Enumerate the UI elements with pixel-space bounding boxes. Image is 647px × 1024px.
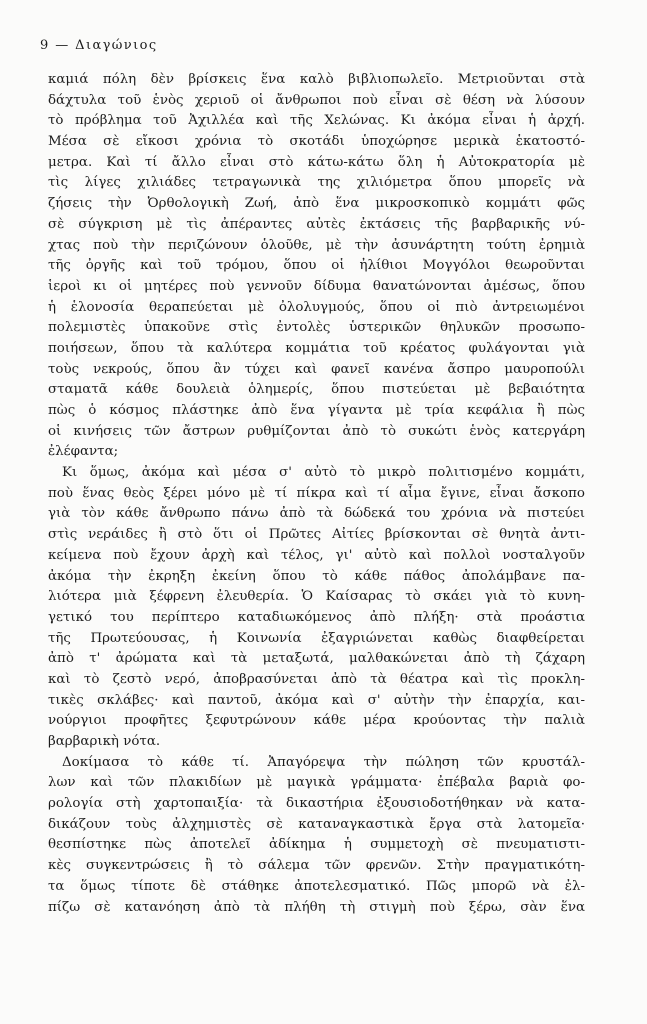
text-line: καὶ τὸ ζεστὸ νερό, ἀποβρασύνεται ἀπὸ τὰ θέατρα καὶ τὶς προκλη-	[48, 671, 585, 687]
text-line: γετικό του περίπτερο καταδιωκόμενος ἀπὸ πλήξη· στὰ προάστια	[48, 609, 585, 625]
text-line: ζήσεις τὴν Ὀρθολογικὴ Ζωή, ἀπὸ ἕνα μικροσκοπικὸ κομμάτι φῶς	[48, 196, 585, 212]
page-number: 9	[40, 38, 50, 53]
text-line: γιὰ τὸν κάθε ἄνθρωπο πάνω ἀπὸ τὰ δώδεκά του χρόνια νὰ πιστεύει	[48, 506, 585, 522]
text-line: οἱ κινήσεις τῶν ἄστρων ρυθμίζονται ἀπὸ τὸ συκώτι ἑνὸς κατεργάρη	[48, 423, 585, 439]
text-line: ρολογία στὴ χαρτοπαιξία· τὰ δικαστήρια ἐξουσιοδοτήθηκαν νὰ κατα-	[48, 796, 585, 812]
text-line: σταματᾶ κάθε δουλειὰ ὁλημερίς, ὅπου πιστεύεται μὲ βεβαιότητα	[48, 382, 585, 398]
text-line: ἐλέφαντα;	[48, 444, 119, 460]
text-line: Μέσα σὲ εἴκοσι χρόνια τὸ σκοτάδι ὑποχώρησε μερικὰ ἑκατοστό-	[48, 134, 585, 150]
text-line: τὶς λίγες χιλιάδες τετραγωνικὰ της χιλιόμετρα ὅπου μπορεῖς νὰ	[48, 175, 585, 191]
body-text	[48, 70, 585, 918]
running-title: Διαγώνιος	[75, 38, 158, 53]
text-line: σὲ σύγκριση μὲ τὶς ἀπέραντες αὐτὲς ἐκτάσεις τῆς βαρβαρικῆς νύ-	[48, 216, 585, 232]
text-line: χτας ποὺ τὴν περιζώνουν ὁλοῦθε, μὲ τὴν ἀσυνάρτητη τούτη ἐρημιὰ	[48, 237, 585, 253]
text-line: τῆς ὀργῆς καὶ τοῦ τρόμου, ὅπου οἱ ἠλίθιοι Μογγόλοι θεωροῦνται	[48, 258, 585, 274]
text-line: μετρα. Καὶ τί ἄλλο εἶναι στὸ κάτω-κάτω ὅλη ἡ Αὐτοκρατορία μὲ	[48, 154, 585, 170]
text-line: καμιά πόλη δὲν βρίσκεις ἕνα καλὸ βιβλιοπωλεῖο. Μετριοῦνται στὰ	[48, 72, 585, 87]
paragraph	[48, 463, 585, 753]
text-line: κείμενα ποὺ ἔχουν ἀρχὴ καὶ τέλος, γι' αὐτὸ καὶ πολλοὶ νοσταλγοῦν	[48, 547, 585, 563]
text-line: ποιήσεων, ὅπου τὰ καλύτερα κομμάτια τοῦ κρέατος φυλάγονται γιὰ	[48, 340, 585, 356]
text-line: βαρβαρικὴ νότα.	[48, 734, 161, 749]
paragraph	[48, 70, 585, 463]
text-line: πολεμιστὲς ὑπακοῦνε στὶς ἐντολὲς ὑστερικῶν θηλυκῶν προσωπο-	[48, 320, 585, 336]
text-line: Δοκίμασα τὸ κάθε τί. Ἀπαγόρεψα τὴν πώληση τῶν κρυστάλ-	[62, 754, 585, 770]
running-header	[40, 38, 158, 53]
text-line: λιότερα μιὰ ξέφρενη ἐλευθερία. Ὁ Καίσαρας τὸ σκάει γιὰ τὸ κυνη-	[48, 589, 585, 605]
text-line: ποὺ ἕνας θεὸς ξέρει μόνο μὲ τί πίκρα καὶ τί αἷμα ἔγινε, εἶναι ἄσκοπο	[48, 485, 585, 501]
text-line: τῆς Πρωτεύουσας, ἡ Κοινωνία ἐξαγριώνεται καθὼς διαφθείρεται	[48, 630, 585, 646]
text-line: κὲς συγκεντρώσεις ἢ τὸ σάλεμα τῶν φρενῶν. Στὴν πραγματικότη-	[48, 858, 585, 874]
text-line: Κι ὅμως, ἀκόμα καὶ μέσα σ' αὐτὸ τὸ μικρὸ πολιτισμένο κομμάτι,	[62, 465, 585, 481]
text-line: λων καὶ τῶν πλακιδίων μὲ μαγικὰ γράμματα· ἐπέβαλα βαριὰ φο-	[48, 775, 585, 791]
header-separator: —	[55, 38, 70, 53]
text-line: τικὲς σκλάβες· καὶ παντοῦ, ἀκόμα καὶ σ' αὐτὴν τὴν ἐπαρχία, και-	[48, 692, 585, 708]
text-line: δάχτυλα τοῦ ἑνὸς χεριοῦ οἱ ἄνθρωποι ποὺ εἶναι σὲ θέση νὰ λύσουν	[48, 92, 585, 108]
text-line: τοὺς νεκρούς, ὅπου ἂν τύχει καὶ φανεῖ κανένα ἄσπρο μαυροπούλι	[48, 361, 585, 377]
text-line: νούργιοι προφῆτες ξεφυτρώνουν κάθε μέρα κρούοντας τὴν παλιὰ	[48, 713, 585, 729]
text-line: ἀπὸ τ' ἀρώματα καὶ τὰ μεταξωτά, μαλθακώνεται ἀπὸ τὴ ζάχαρη	[48, 651, 585, 667]
text-line: στὶς νεράιδες ἢ στὸ ὅτι οἱ Πρῶτες Αἰτίες βρίσκονται σὲ θνητὰ ἀντι-	[48, 527, 585, 543]
text-line: θεσπίστηκε πὼς ἀποτελεῖ ἀδίκημα ἡ συμμετοχὴ σὲ πνευματιστι-	[48, 837, 585, 853]
paragraph	[48, 753, 585, 919]
text-line: ἱεροὶ κι οἱ μητέρες ποὺ γεννοῦν δίδυμα θανατώνονται ἀμέσως, ὅπου	[48, 278, 585, 294]
text-line: δικάζουν τοὺς ἀλχημιστὲς σὲ καταναγκαστικὰ ἔργα στὰ λατομεῖα·	[48, 816, 585, 832]
text-line: τα ὅμως τίποτε δὲ στάθηκε ἀποτελεσματικό. Πῶς μπορῶ νὰ ἐλ-	[48, 878, 585, 894]
text-line: πίζω σὲ κατανόηση ἀπὸ τὰ πλήθη τὴ στιγμὴ ποὺ ξέρω, σὰν ἕνα	[48, 899, 585, 915]
text-line: ἀκόμα τὴν ἐκρηξη ἐκείνη ὅπου τὸ κάθε πάθος ἀπολάμβανε πα-	[48, 568, 585, 584]
text-line: ἡ ἑλονοσία θεραπεύεται μὲ ὀλολυγμούς, ὅπου οἱ πιὸ ἀντρειωμένοι	[48, 299, 585, 315]
text-line: τὸ πρόβλημα τοῦ Ἀχιλλέα καὶ τῆς Χελώνας. Κι ἀκόμα εἶναι ἡ ἀρχή.	[48, 113, 585, 129]
text-line: πὼς ὁ κόσμος πλάστηκε ἀπὸ ἕνα γίγαντα μὲ τρία κεφάλια ἢ πὼς	[48, 403, 585, 418]
